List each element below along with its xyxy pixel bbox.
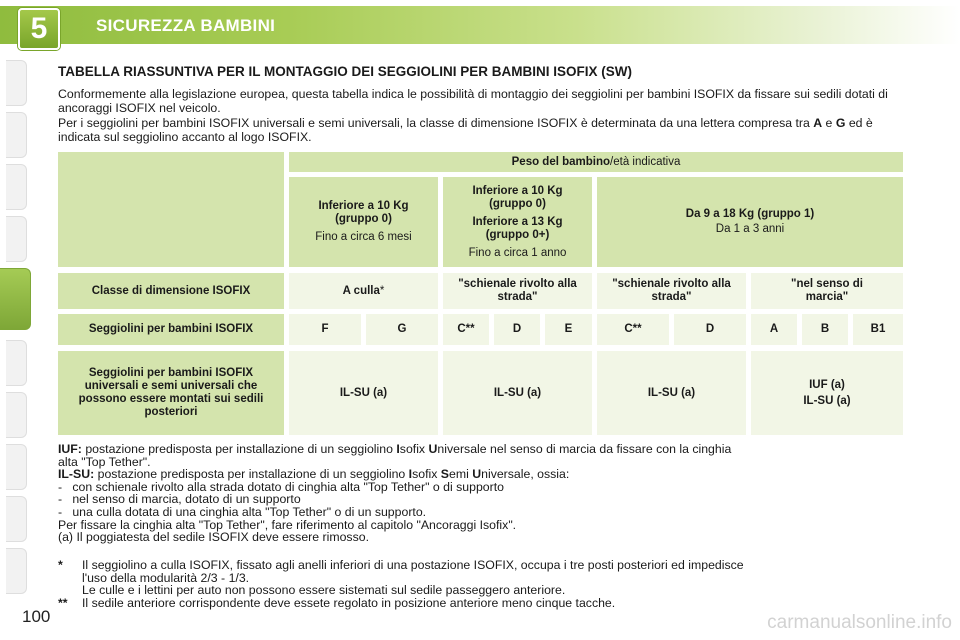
- weight-header: Peso del bambino/età indicativa: [289, 152, 903, 172]
- chapter-tab[interactable]: [6, 444, 27, 490]
- footnote-line: Le culle e i lettini per auto non possono essere sistemati sul sedile passeggero anteriore.: [82, 583, 566, 598]
- note-ilsu: IL-SU: postazione predisposta per installazione di un seggiolino Isofix Semi Universale, ossia:: [58, 467, 570, 482]
- seat-class-cell: A: [751, 314, 797, 345]
- note-tether: Per fissare la cinghia alta "Top Tether", fare riferimento al capitolo "Ancoraggi Isofix".: [58, 517, 517, 532]
- group-1-header: Da 9 a 18 Kg (gruppo 1) Da 1 a 3 anni: [597, 177, 903, 267]
- chapter-tab[interactable]: [6, 392, 27, 438]
- note-bullet: - una culla dotata di una cinghia alta "Top Tether" o di un supporto.: [58, 504, 427, 519]
- seat-class-cell: E: [545, 314, 592, 345]
- row-label-class: Classe di dimensione ISOFIX: [58, 273, 284, 309]
- intro-paragraph-1: Conformemente alla legislazione europea, questa tabella indica le possibilità di montaggio dei seggiolini per bambini ISOFIX da fissare sui sedili dotati di ancoraggi ISOFIX nel veicolo.: [58, 87, 888, 115]
- table-corner-cell: [58, 152, 284, 267]
- class-cell: A culla*: [289, 273, 438, 309]
- class-cell: "nel senso di marcia": [751, 273, 903, 309]
- seat-class-cell: C**: [597, 314, 669, 345]
- note-bullet: - nel senso di marcia, dotato di un supporto: [58, 492, 301, 507]
- chapter-tab[interactable]: [6, 112, 27, 158]
- chapter-tab[interactable]: [6, 60, 27, 106]
- footnote-mark: **: [58, 595, 68, 610]
- watermark: carmanualsonline.info: [767, 612, 952, 633]
- chapter-tab[interactable]: [6, 340, 27, 386]
- footnote-mark: *: [58, 558, 63, 572]
- chapter-number: 5: [18, 8, 60, 50]
- footnote-line: Il seggiolino a culla ISOFIX, fissato agli anelli inferiori di una postazione ISOFIX, occupa i tre posti posteriori ed impedisce: [82, 558, 744, 572]
- seat-class-cell: D: [494, 314, 540, 345]
- chapter-tab-active[interactable]: [0, 268, 31, 330]
- legend-notes: [58, 443, 908, 544]
- seat-class-cell: G: [366, 314, 438, 345]
- group-0-header: Inferiore a 10 Kg (gruppo 0) Fino a circa 6 mesi: [289, 177, 438, 267]
- intro-paragraph-2: Per i seggiolini per bambini ISOFIX universali e semi universali, la classe di dimensione ISOFIX è determinata da una lettera compresa tra A e G ed è indicata sul seggiolino accanto al logo ISOFIX.: [58, 116, 873, 144]
- row-label-seats: Seggiolini per bambini ISOFIX: [58, 314, 284, 345]
- chapter-tab[interactable]: [6, 548, 27, 594]
- footnotes: [58, 559, 908, 609]
- note-headrest: (a) Il poggiatesta del sedile ISOFIX deve essere rimosso.: [58, 530, 369, 545]
- note-iuf-cont: alta "Top Tether".: [58, 454, 151, 469]
- universal-cell: IL-SU (a): [289, 351, 438, 435]
- section-title: TABELLA RIASSUNTIVA PER IL MONTAGGIO DEI SEGGIOLINI PER BAMBINI ISOFIX (SW): [58, 64, 633, 79]
- chapter-tabs: [0, 60, 34, 580]
- row-label-universal: Seggiolini per bambini ISOFIX universali e semi universali che possono essere montati sui sedili posteriori: [58, 351, 284, 435]
- class-cell: "schienale rivolto alla strada": [443, 273, 592, 309]
- footnote-line: l'uso della modularità 2/3 - 1/3.: [82, 570, 250, 585]
- note-bullet: - con schienale rivolto alla strada dotato di cinghia alta "Top Tether" o di supporto: [58, 479, 504, 494]
- group-0plus-header: Inferiore a 10 Kg (gruppo 0) Inferiore a 13 Kg (gruppo 0+) Fino a circa 1 anno: [443, 177, 592, 267]
- chapter-tab[interactable]: [6, 216, 27, 262]
- class-cell: "schienale rivolto alla strada": [597, 273, 746, 309]
- footnote-line: Il sedile anteriore corrispondente deve essete regolato in posizione anteriore meno cinque tacche.: [82, 595, 616, 610]
- seat-class-cell: C**: [443, 314, 489, 345]
- universal-cell: IUF (a) IL-SU (a): [751, 351, 903, 435]
- footnote: [58, 597, 908, 610]
- note-iuf: IUF: postazione predisposta per installazione di un seggiolino Isofix Universale nel senso di marcia da fissare con la cinghia: [58, 442, 732, 456]
- footnote: [58, 559, 908, 597]
- page-header: [0, 0, 960, 50]
- seat-class-cell: B1: [853, 314, 903, 345]
- page-number: 100: [22, 607, 51, 626]
- seat-class-cell: D: [674, 314, 746, 345]
- chapter-tab[interactable]: [6, 496, 27, 542]
- universal-cell: IL-SU (a): [597, 351, 746, 435]
- seat-class-cell: B: [802, 314, 848, 345]
- seat-class-cell: F: [289, 314, 361, 345]
- chapter-title: SICUREZZA BAMBINI: [96, 16, 276, 35]
- chapter-tab[interactable]: [6, 164, 27, 210]
- universal-cell: IL-SU (a): [443, 351, 592, 435]
